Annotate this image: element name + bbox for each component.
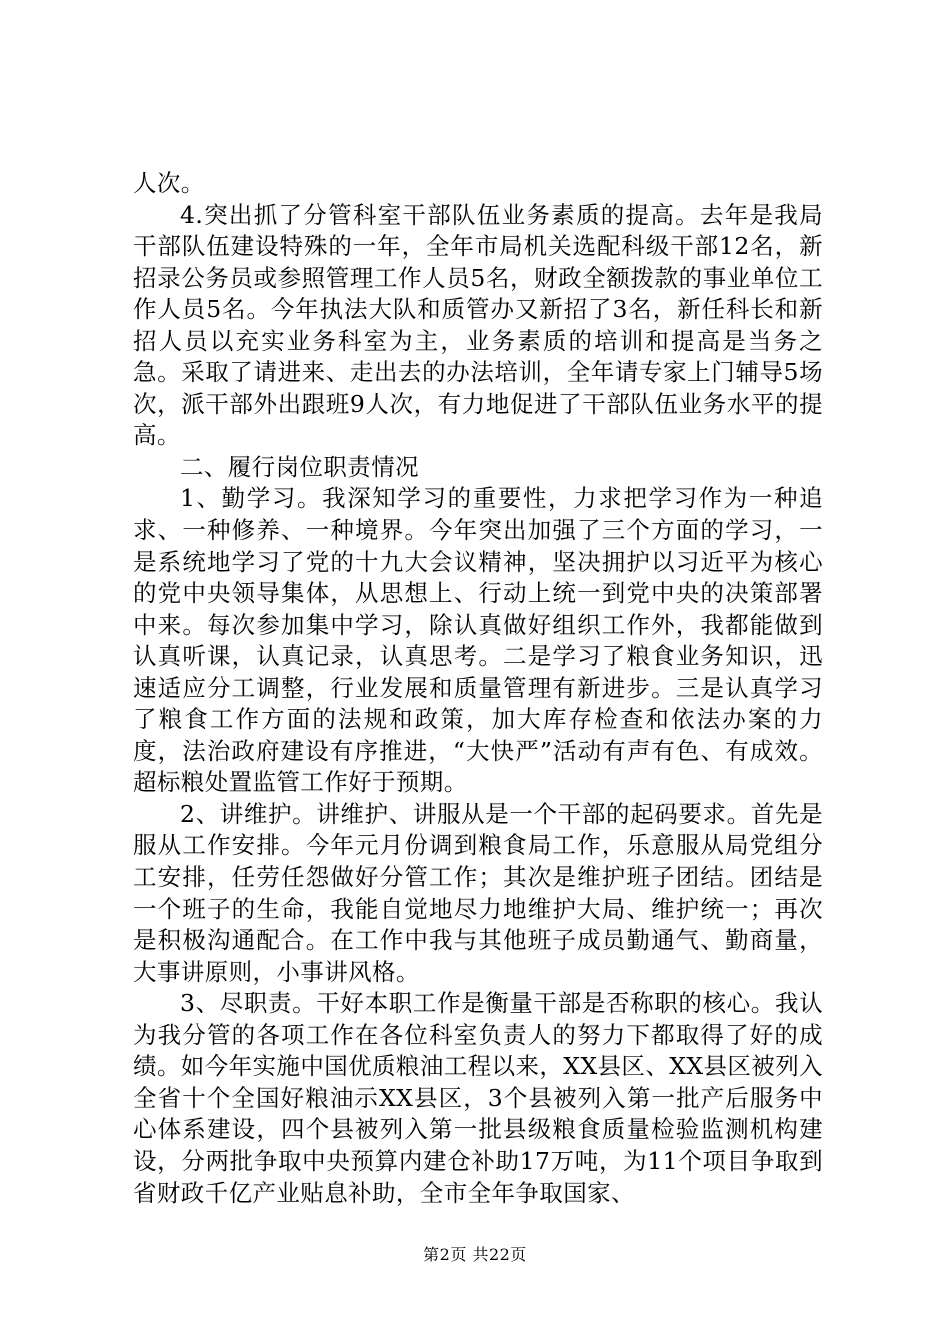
paragraph-study: 1、勤学习。我深知学习的重要性，力求把学习作为一种追求、一种修养、一种境界。今年突出加强了三个方面的学习，一是系统地学习了党的十九大会议精神，坚决拥护以习近平为核心的党中央领导集体，从思想上、行动上统一到党中央的决策部署中来。每次参加集中学习，除认真做好组织工作外，我都能做到认真听课，认真记录，认真思考。二是学习了粮食业务知识，迅速适应分工调整，行业发展和质量管理有新进步。三是认真学习了粮食工作方面的法规和政策，加大库存检查和依法办案的力度，法治政府建设有序推进，“大快严”活动有声有色、有成效。超标粮处置监管工作好于预期。 <box>133 484 823 797</box>
page-footer <box>0 1245 950 1265</box>
section-heading: 二、履行岗位职责情况 <box>180 452 419 481</box>
paragraph-continuation: 人次。 <box>133 169 205 197</box>
paragraph-maintain: 2、讲维护。讲维护、讲服从是一个干部的起码要求。首先是服从工作安排。今年元月份调到粮食局工作，乐意服从局党组分工安排，任劳任怨做好分管工作；其次是维护班子团结。团结是一个班子的生命，我能自觉地尽力地维护大局、维护统一；再次是积极沟通配合。在工作中我与其他班子成员勤通气、勤商量，大事讲原则，小事讲风格。 <box>133 799 823 986</box>
page-number: 第2页 共22页 <box>423 1245 527 1264</box>
paragraph-duty: 3、尽职责。干好本职工作是衡量干部是否称职的核心。我认为我分管的各项工作在各位科室负责人的努力下都取得了好的成绩。如今年实施中国优质粮油工程以来，XX县区、XX县区被列入全省十个全国好粮油示XX县区，3个县被列入第一批产后服务中心体系建设，四个县被列入第一批县级粮食质量检验监测机构建设，分两批争取中央预算内建仓补助17万吨，为11个项目争取到省财政千亿产业贴息补助，全市全年争取国家、 <box>133 989 823 1207</box>
paragraph-item-4: 4.突出抓了分管科室干部队伍业务素质的提高。去年是我局干部队伍建设特殊的一年，全年市局机关选配科级干部12名，新招录公务员或参照管理工作人员5名，财政全额拨款的事业单位工作人员5名。今年执法大队和质管办又新招了3名，新任科长和新招人员以充实业务科室为主，业务素质的培训和提高是当务之急。采取了请进来、走出去的办法培训，全年请专家上门辅导5场次，派干部外出跟班9人次，有力地促进了干部队伍业务水平的提高。 <box>133 200 823 450</box>
document-body <box>133 168 823 1209</box>
